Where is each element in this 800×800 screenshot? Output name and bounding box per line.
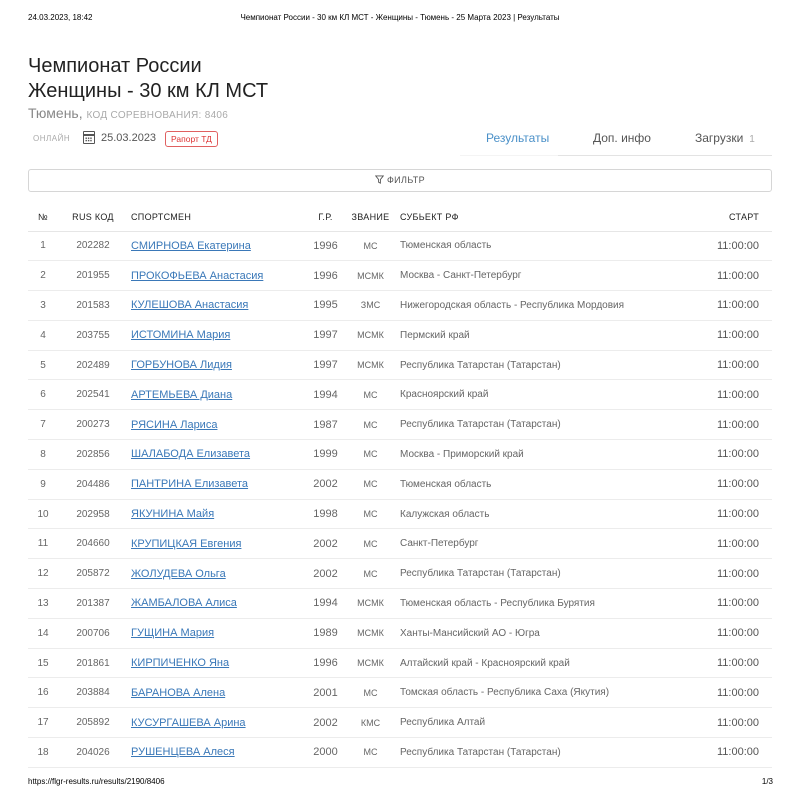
cell-rank: МС: [343, 410, 398, 440]
cell-rank: МС: [343, 231, 398, 261]
cell-rus-code: 203755: [58, 320, 128, 350]
cell-region: Москва - Приморский край: [398, 440, 703, 470]
cell-num: 2: [28, 261, 58, 291]
cell-athlete: [128, 261, 308, 291]
cell-num: 3: [28, 291, 58, 321]
tab-results[interactable]: Результаты: [486, 131, 550, 145]
cell-rank: МС: [343, 529, 398, 559]
report-td-button[interactable]: Рапорт ТД: [165, 131, 218, 147]
cell-yob: 1989: [308, 618, 343, 648]
table-row: [28, 440, 772, 470]
cell-num: 12: [28, 559, 58, 589]
cell-rank: МС: [343, 499, 398, 529]
cell-region: Нижегородская область - Республика Мордовия: [398, 291, 703, 321]
cell-rus-code: 204026: [58, 738, 128, 768]
cell-rank: МСМК: [343, 350, 398, 380]
table-row: [28, 559, 772, 589]
tab-additional-info[interactable]: Доп. инфо: [593, 131, 651, 145]
cell-athlete: [128, 231, 308, 261]
cell-athlete: [128, 678, 308, 708]
athlete-link[interactable]: РЯСИНА Лариса: [131, 418, 218, 431]
athlete-link[interactable]: ШАЛАБОДА Елизавета: [131, 448, 251, 461]
cell-rus-code: 201861: [58, 648, 128, 678]
cell-rank: МСМК: [343, 261, 398, 291]
cell-region: Республика Алтай: [398, 708, 703, 738]
cell-start-time: 11:00:00: [703, 231, 772, 261]
cell-region: Ханты-Мансийский АО - Югра: [398, 618, 703, 648]
cell-yob: 2002: [308, 529, 343, 559]
athlete-link[interactable]: КУСУРГАШЕВА Арина: [131, 716, 246, 729]
cell-rank: МСМК: [343, 618, 398, 648]
table-row: [28, 320, 772, 350]
cell-start-time: 11:00:00: [703, 380, 772, 410]
cell-start-time: 11:00:00: [703, 678, 772, 708]
cell-athlete: [128, 291, 308, 321]
cell-yob: 2001: [308, 678, 343, 708]
cell-yob: 1994: [308, 589, 343, 619]
table-row: [28, 261, 772, 291]
print-page-number: 1/3: [761, 777, 773, 786]
cell-rus-code: 205892: [58, 708, 128, 738]
cell-rus-code: 205872: [58, 559, 128, 589]
table-row: [28, 618, 772, 648]
cell-athlete: [128, 529, 308, 559]
cell-num: 13: [28, 589, 58, 619]
col-header-region: СУБЬЕКТ РФ: [398, 203, 703, 231]
cell-rus-code: 202856: [58, 440, 128, 470]
online-status: ОНЛАЙН: [33, 134, 71, 143]
cell-rus-code: 201583: [58, 291, 128, 321]
table-row: [28, 469, 772, 499]
cell-start-time: 11:00:00: [703, 261, 772, 291]
col-header-rus-code: RUS КОД: [58, 203, 128, 231]
cell-num: 17: [28, 708, 58, 738]
cell-yob: 1996: [308, 648, 343, 678]
cell-region: Республика Татарстан (Татарстан): [398, 738, 703, 768]
col-header-rank: ЗВАНИЕ: [343, 203, 398, 231]
table-row: [28, 648, 772, 678]
filter-icon: [375, 175, 384, 184]
tab-downloads-label: Загрузки: [695, 131, 744, 145]
event-subtitle: Женщины - 30 км КЛ МСТ: [28, 80, 269, 102]
print-datetime: 24.03.2023, 18:42: [28, 13, 93, 22]
cell-athlete: [128, 320, 308, 350]
event-date: 25.03.2023: [101, 132, 157, 144]
table-row: [28, 738, 772, 768]
cell-num: 11: [28, 529, 58, 559]
cell-rus-code: 202541: [58, 380, 128, 410]
cell-rus-code: 201387: [58, 589, 128, 619]
cell-start-time: 11:00:00: [703, 499, 772, 529]
cell-athlete: [128, 559, 308, 589]
athlete-link[interactable]: ЖОЛУДЕВА Ольга: [131, 567, 226, 580]
col-header-start: СТАРТ: [703, 203, 772, 231]
cell-num: 7: [28, 410, 58, 440]
cell-start-time: 11:00:00: [703, 589, 772, 619]
table-row: [28, 708, 772, 738]
downloads-count: 1: [749, 134, 755, 145]
cell-region: Тюменская область: [398, 469, 703, 499]
cell-athlete: [128, 469, 308, 499]
cell-athlete: [128, 618, 308, 648]
cell-rus-code: 201955: [58, 261, 128, 291]
athlete-link[interactable]: РУШЕНЦЕВА Алеся: [131, 746, 235, 759]
filter-button[interactable]: [28, 169, 772, 192]
cell-region: Москва - Санкт-Петербург: [398, 261, 703, 291]
athlete-link[interactable]: ЖАМБАЛОВА Алиса: [131, 597, 237, 610]
col-header-athlete: СПОРТСМЕН: [128, 203, 308, 231]
cell-start-time: 11:00:00: [703, 618, 772, 648]
cell-start-time: 11:00:00: [703, 320, 772, 350]
cell-num: 18: [28, 738, 58, 768]
cell-yob: 1997: [308, 320, 343, 350]
cell-start-time: 11:00:00: [703, 529, 772, 559]
table-row: [28, 410, 772, 440]
table-row: [28, 380, 772, 410]
table-header-row: [28, 203, 772, 231]
cell-num: 15: [28, 648, 58, 678]
table-body: [28, 231, 772, 767]
athlete-link[interactable]: БАРАНОВА Алена: [131, 686, 226, 699]
athlete-link[interactable]: ИСТОМИНА Мария: [131, 329, 231, 342]
event-title: Чемпионат России: [28, 55, 202, 77]
cell-start-time: 11:00:00: [703, 469, 772, 499]
cell-region: Тюменская область: [398, 231, 703, 261]
cell-rus-code: 200706: [58, 618, 128, 648]
cell-start-time: 11:00:00: [703, 559, 772, 589]
cell-athlete: [128, 738, 308, 768]
cell-rank: МС: [343, 380, 398, 410]
col-header-yob: Г.Р.: [308, 203, 343, 231]
cell-num: 14: [28, 618, 58, 648]
start-list-table: [28, 203, 772, 768]
cell-rank: КМС: [343, 708, 398, 738]
cell-yob: 1994: [308, 380, 343, 410]
cell-num: 8: [28, 440, 58, 470]
cell-region: Тюменская область - Республика Бурятия: [398, 589, 703, 619]
tabs-bar: [460, 122, 772, 156]
table-row: [28, 678, 772, 708]
cell-yob: 1997: [308, 350, 343, 380]
cell-athlete: [128, 499, 308, 529]
cell-region: Пермский край: [398, 320, 703, 350]
print-footer: [0, 777, 800, 789]
athlete-link[interactable]: ЯКУНИНА Майя: [131, 508, 215, 521]
cell-rus-code: 202489: [58, 350, 128, 380]
cell-region: Республика Татарстан (Татарстан): [398, 559, 703, 589]
cell-start-time: 11:00:00: [703, 410, 772, 440]
cell-rank: МС: [343, 559, 398, 589]
tab-downloads[interactable]: [695, 131, 755, 145]
athlete-link[interactable]: КИРПИЧЕНКО Яна: [131, 657, 230, 670]
calendar-icon: [83, 131, 95, 144]
cell-rank: МС: [343, 440, 398, 470]
cell-rus-code: 200273: [58, 410, 128, 440]
cell-athlete: [128, 589, 308, 619]
athlete-link[interactable]: СМИРНОВА Екатерина: [131, 239, 251, 252]
cell-yob: 2002: [308, 559, 343, 589]
col-header-num: №: [28, 203, 58, 231]
cell-rank: МС: [343, 738, 398, 768]
cell-region: Санкт-Петербург: [398, 529, 703, 559]
filter-label: ФИЛЬТР: [386, 175, 426, 185]
event-header: [28, 53, 268, 121]
print-header: [0, 13, 800, 25]
cell-rank: МС: [343, 469, 398, 499]
cell-rank: МСМК: [343, 320, 398, 350]
event-code: КОД СОРЕВНОВАНИЯ: 8406: [86, 110, 229, 121]
cell-yob: 1987: [308, 410, 343, 440]
athlete-link[interactable]: ГУЩИНА Мария: [131, 627, 215, 640]
table-row: [28, 499, 772, 529]
cell-athlete: [128, 440, 308, 470]
event-location-line: [28, 105, 268, 121]
cell-rank: МСМК: [343, 648, 398, 678]
cell-yob: 2002: [308, 469, 343, 499]
cell-region: Калужская область: [398, 499, 703, 529]
cell-region: Республика Татарстан (Татарстан): [398, 410, 703, 440]
table-row: [28, 231, 772, 261]
cell-rank: МСМК: [343, 589, 398, 619]
cell-athlete: [128, 648, 308, 678]
cell-athlete: [128, 708, 308, 738]
cell-yob: 1998: [308, 499, 343, 529]
cell-yob: 1996: [308, 231, 343, 261]
athlete-link[interactable]: КУЛЕШОВА Анастасия: [131, 299, 249, 312]
cell-rank: МС: [343, 678, 398, 708]
cell-region: Алтайский край - Красноярский край: [398, 648, 703, 678]
athlete-link[interactable]: ПРОКОФЬЕВА Анастасия: [131, 269, 264, 282]
cell-region: Республика Татарстан (Татарстан): [398, 350, 703, 380]
cell-yob: 1999: [308, 440, 343, 470]
cell-rus-code: 202282: [58, 231, 128, 261]
cell-start-time: 11:00:00: [703, 708, 772, 738]
cell-num: 10: [28, 499, 58, 529]
cell-num: 4: [28, 320, 58, 350]
print-page-title: Чемпионат России - 30 км КЛ МСТ - Женщины - Тюмень - 25 Марта 2023 | Результаты: [240, 13, 560, 22]
table-row: [28, 350, 772, 380]
cell-rus-code: 203884: [58, 678, 128, 708]
cell-yob: 2002: [308, 708, 343, 738]
active-tab-indicator: [460, 155, 558, 156]
cell-rank: ЗМС: [343, 291, 398, 321]
cell-region: Красноярский край: [398, 380, 703, 410]
cell-num: 9: [28, 469, 58, 499]
cell-num: 1: [28, 231, 58, 261]
cell-yob: 1996: [308, 261, 343, 291]
athlete-link[interactable]: ПАНТРИНА Елизавета: [131, 478, 249, 491]
table-row: [28, 589, 772, 619]
cell-athlete: [128, 350, 308, 380]
cell-rus-code: 204486: [58, 469, 128, 499]
cell-rus-code: 202958: [58, 499, 128, 529]
cell-num: 5: [28, 350, 58, 380]
cell-rus-code: 204660: [58, 529, 128, 559]
cell-num: 16: [28, 678, 58, 708]
event-city: Тюмень,: [28, 105, 83, 121]
cell-athlete: [128, 380, 308, 410]
table-row: [28, 291, 772, 321]
cell-start-time: 11:00:00: [703, 440, 772, 470]
cell-start-time: 11:00:00: [703, 648, 772, 678]
cell-yob: 2000: [308, 738, 343, 768]
athlete-link[interactable]: АРТЕМЬЕВА Диана: [131, 388, 233, 401]
athlete-link[interactable]: КРУПИЦКАЯ Евгения: [131, 537, 242, 550]
cell-yob: 1995: [308, 291, 343, 321]
cell-start-time: 11:00:00: [703, 291, 772, 321]
cell-num: 6: [28, 380, 58, 410]
table-row: [28, 529, 772, 559]
cell-region: Томская область - Республика Саха (Якутия): [398, 678, 703, 708]
athlete-link[interactable]: ГОРБУНОВА Лидия: [131, 359, 232, 372]
cell-start-time: 11:00:00: [703, 350, 772, 380]
cell-athlete: [128, 410, 308, 440]
cell-start-time: 11:00:00: [703, 738, 772, 768]
print-url: https://flgr-results.ru/results/2190/8406: [28, 777, 165, 786]
